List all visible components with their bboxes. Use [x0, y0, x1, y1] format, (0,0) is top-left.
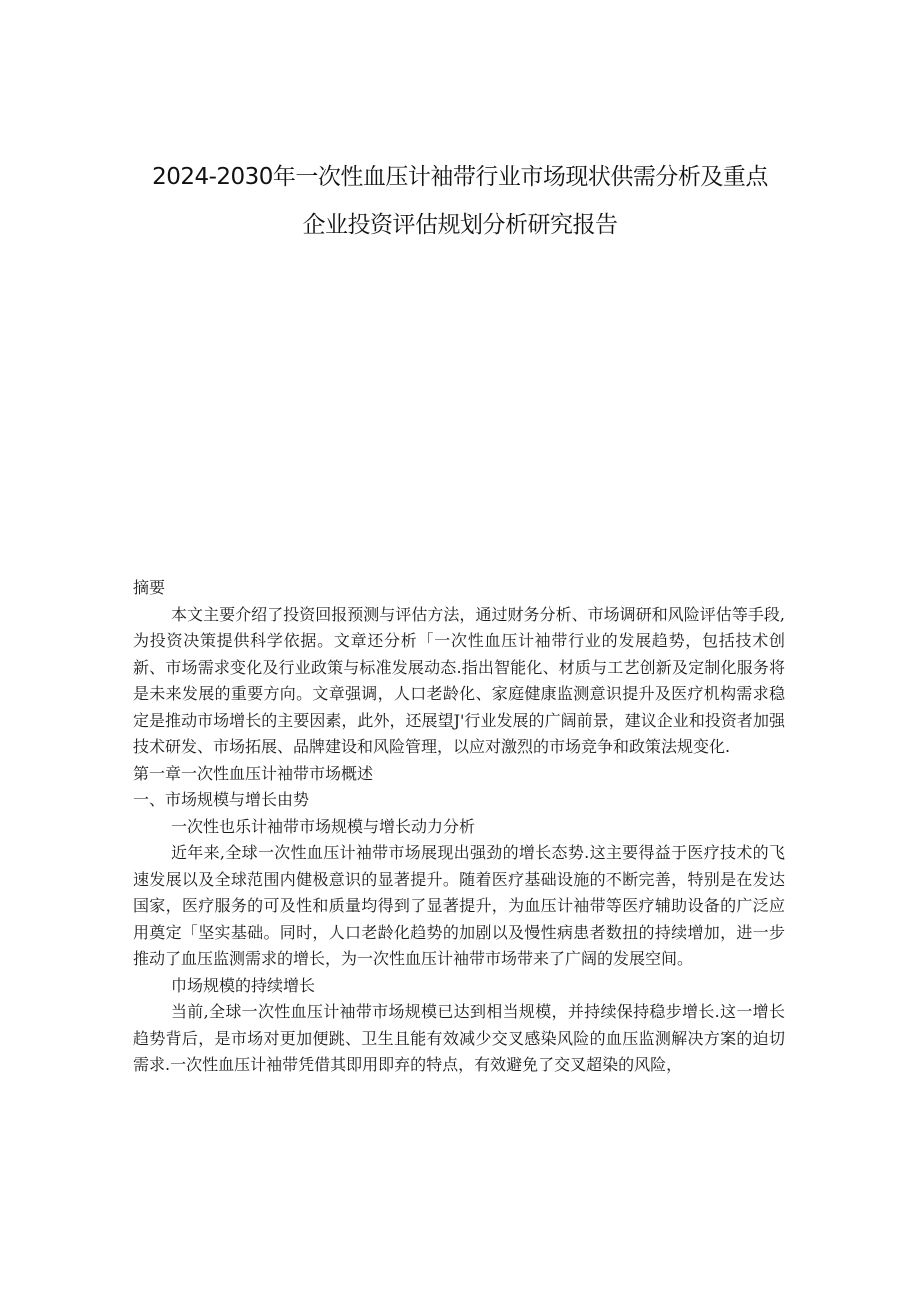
subheading-market-growth: 巾场规模的持续增长	[171, 975, 316, 995]
section-heading: 一、市场规模与增长由势	[133, 790, 310, 809]
chapter-heading: 第一章一次性血压计袖带市场概述	[133, 763, 374, 783]
document-title-line-1: 2024-2030年一次性血压计袖带行业市场现状供需分析及重点	[152, 164, 768, 190]
document-body	[133, 575, 785, 1079]
body-paragraph-2: 当前,全球一次性血压计袖带市场规模已达到相当规模，并持续保持稳步增长.这一增长趋势背后，是市场对更加便跳、卫生且能有效减少交叉感染风险的血压监测解决方案的迫切需求.一次性血压计袖带凭借其即用即弃的特点，有效避免了交叉超染的风险，	[133, 1002, 785, 1074]
abstract-paragraph: 本文主要介绍了投资回报预测与评估方法，通过财务分析、市场调研和风险评估等手段,为投资决策提供科学依据。文章还分析「一次性血压计袖带行业的发展趋势，包括技术创新、市场需求变化及行业政策与标准发展动态.指出智能化、材质与工艺创新及定制化服务将是未来发展的重要方向。文章强调，人口老龄化、家庭健康监测意识提升及医疗机构需求稳定是推动市场增长的主要因素，此外，还展望J'行业发展的广阔前景，建议企业和投资者加强技术研发、市场拓展、品牌建设和风险管理，以应对激烈的市场竞争和政策法规变化.	[133, 604, 785, 756]
body-paragraph-1: 近年来,全球一次性血压计袖带市场展现出强劲的增长态势.这主要得益于医疗技术的飞速发展以及全球范围内健极意识的显著提升。随着医疗基础设施的不断完善，特别是在发达国家，医疗服务的可及性和质量均得到了显著提升，为血压计袖带等医疗辅助设备的广泛应用奠定「坚实基础。同时，人口老龄化趋势的加剧以及慢性病患者数扭的持续增加，进一步推动了血压监测需求的增长，为一次性血压计袖带市场带来了广阔的发展空间。	[133, 843, 785, 968]
document-title-line-2: 企业投资评估规划分析研究报告	[302, 212, 618, 238]
abstract-heading: 摘要	[133, 578, 166, 597]
subsection-heading: 一次性也乐计袖带市场规模与增长动力分析	[171, 816, 476, 836]
